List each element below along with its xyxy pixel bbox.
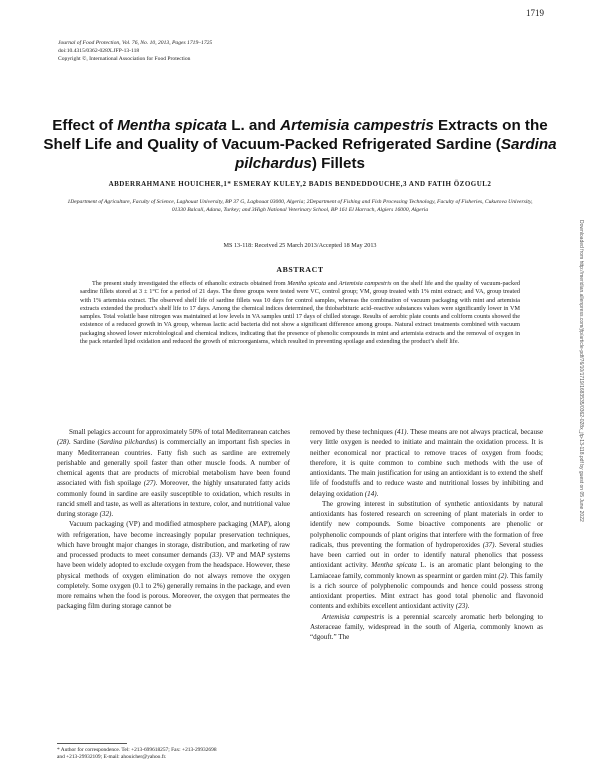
body-paragraph: removed by these techniques (41). These means are not always practical, because very little oxygen is needed to initiate and maintain the oxidation process. It is neither economical nor practical to remove traces of oxygen from foods; therefore, it is quite common to combine such methods with the use of antioxidants. The main justification for using an antioxidant is to extend the shelf life of foodstuffs and to reduce waste and nutritional losses by inhibiting and delaying oxidation (14). <box>310 428 543 498</box>
body-paragraph: The growing interest in substitution of synthetic antioxidants by natural antioxidants has fostered research on screening of plant materials in order to identify new compounds. Some bioactive components are phenolic or polyphenolic compounds of plant origins that interfere with the formation of free radicals, thus preventing the formation of hydroperoxides (37). Several studies have been carried out in order to identify natural phenolics that possess antioxidant activity. Mentha spicata L. is an aromatic plant belonging to the Lamiaceae family, commonly known as spearmint or garden mint (2). This family is a rich source of polyphenolic compounds and hence could possess strong antioxidant properties. Mint extract has good total phenolic and flavonoid contents and exhibits excellent antioxidant activity (23). <box>310 499 544 611</box>
citation-ref[interactable]: (41) <box>394 428 407 436</box>
footnote-divider <box>57 743 127 744</box>
citation-ref[interactable]: (14) <box>364 489 377 498</box>
citation-ref[interactable]: (28) <box>57 438 69 447</box>
abstract-paragraph: The present study investigated the effects of ethanolic extracts obtained from Mentha spicata and Artemisia campestris on the shelf life and the quality of vacuum-packed sardine fillets stored at 3 ± 1°C for a period of 21 days. The three groups were tested were VC, control group; VM, group treated with 1% mint extract; and VA, group treated with 1% artemisia extract. The observed shelf life of sardine fillets was 10 days for control samples, whereas the combination of vacuum packaging with mint and artemisia extracts extended the product’s shelf life to 17 days. Among the chemical indices determined, the thiobarbituric acid–reactive substances values were significantly lower in VM samples. Total volatile base nitrogen was maintained at low levels in VA samples until 17 days of chilled storage. Results of aerobic plate counts and coliform counts showed the existence of a reduced growth in VA group, whereas lactic acid bacteria did not show a significant difference among groups. Natural extract treatments combined with vacuum packaging showed lower microbiological and chemical indices, indicating that the presence of phenolic compounds in mint and artemisia extracts and the removal of oxygen in the pack retarded lipid oxidation and reduced the growth of microorganisms, which resulted in preventing spoilage and extending the product’s shelf life. <box>80 280 520 346</box>
body-column-right <box>310 427 543 642</box>
citation-ref[interactable]: (33) <box>209 551 222 559</box>
citation-ref[interactable]: (27) <box>143 479 156 488</box>
citation-ref[interactable]: (37) <box>482 540 495 549</box>
download-watermark: Downloaded from http://meridian.allenpress.com/jfp/article-pdf/76/10/1719/1683535/0362-028x_jfp-13-118.pdf by guest on 05 June 2022 <box>578 220 584 522</box>
body-paragraph: Artemisia campestris is a perennial scarcely aromatic herb belonging to Asteraceae family, widespread in the south of Algeria, commonly known as “dgouft.” The <box>310 612 543 641</box>
footnote-line[interactable]: and +213-29932109; E-mail: ahouicher@yahoo.fr. <box>57 754 167 761</box>
footnote-line: * Author for correspondence. Tel: +213-699618257; Fax: +213-29932698 <box>57 747 217 753</box>
page-number: 1719 <box>526 8 544 18</box>
citation-ref[interactable]: (32) <box>99 510 112 518</box>
journal-citation: Journal of Food Protection, Vol. 76, No. 10, 2013, Pages 1719–1725 <box>58 40 213 46</box>
abstract-heading: ABSTRACT <box>276 265 324 274</box>
journal-doi[interactable]: doi:10.4315/0362-028X.JFP-13-118 <box>58 47 140 54</box>
author-affiliations: 1Department of Agriculture, Faculty of Science, Laghouat University, BP 37 G, Laghouat 03000, Algeria; 2Department of Fishing and Fish Processing Technology, Faculty of Fisheries, Cukurova University, 01330 Balcali, Adana, Turkey; and 3High National Veterinary School, BP 161 El Harrach, Algiers 16000, Algeria <box>67 199 533 213</box>
body-paragraph: Small pelagics account for approximately 50% of total Mediterranean catches (28). Sardine (Sardina pilchardus) is commercially an important fish species in many Mediterranean countries. Fatty fish such as sardine are extremely perishable and generally spoil faster than other muscle foods. A number of chemical agents that are products of microbial metabolism have been found associated with fish spoilage (27). Moreover, the highly unsaturated fatty acids commonly found in sardine are easily susceptible to oxidation, which results in rancid smell and taste, as well as alterations in texture, color, and nutritional value during storage (32). <box>57 428 290 518</box>
manuscript-dates: MS 13-118: Received 25 March 2013/Accepted 18 May 2013 <box>223 242 377 249</box>
article-title: Effect of Mentha spicata L. and Artemisia campestris Extracts on the Shelf Life and Quality of Vacuum-Packed Refrigerated Sardine (Sardina pilchardus) Fillets <box>43 117 557 172</box>
journal-copyright: Copyright ©, International Association for Food Protection <box>58 55 191 62</box>
abstract-body <box>80 280 520 346</box>
author-list: ABDERRAHMANE HOUICHER,1* ESMERAY KULEY,2 BADIS BENDEDDOUCHE,3 AND FATIH ÖZOGUL2 <box>108 180 492 188</box>
correspondence-footnote <box>57 747 290 761</box>
citation-ref[interactable]: (2) <box>498 571 507 580</box>
journal-meta <box>58 40 212 63</box>
body-column-left <box>57 427 290 612</box>
body-paragraph: Vacuum packaging (VP) and modified atmosphere packaging (MAP), along with refrigeration, have become increasingly popular preservation techniques, which have brought major changes in storage, distribution, and marketing of raw and processed products to meet consumer demands (33). VP and MAP systems have been widely adopted to exclude oxygen from the headspace. However, these physical methods of oxygen elimination do not always remove the oxygen completely. Some oxygen (0.1 to 2%) generally remains in the package, and even more remains when the food is porous. Moreover, the oxygen that permeates the packaging film during storage cannot be <box>57 520 290 611</box>
citation-ref[interactable]: (23) <box>455 602 468 611</box>
